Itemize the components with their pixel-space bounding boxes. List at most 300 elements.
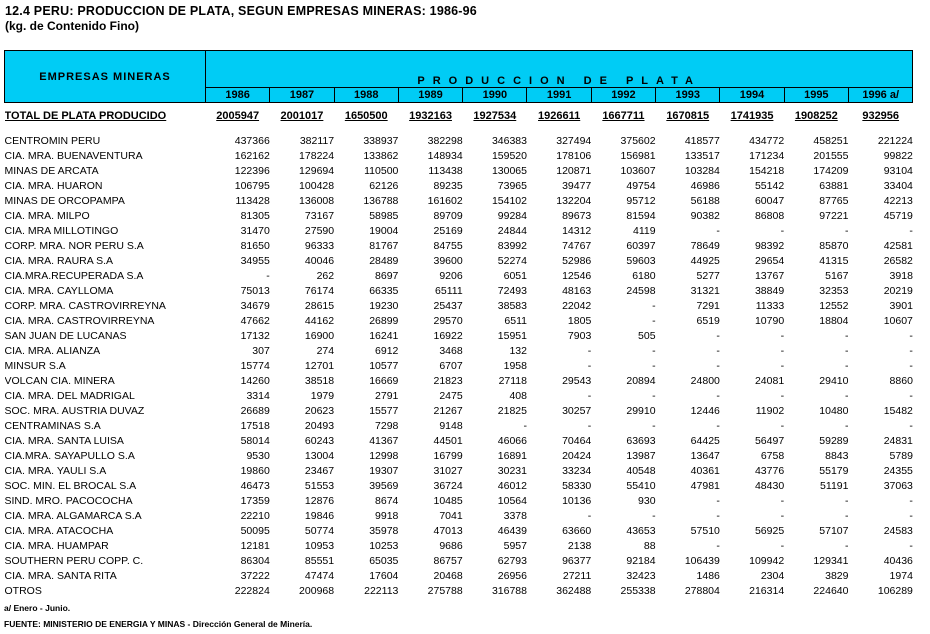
table-cell: - <box>909 494 913 507</box>
table-cell: 66335 <box>369 284 399 297</box>
table-cell: 48163 <box>562 284 592 297</box>
table-cell: 29654 <box>754 254 785 267</box>
table-cell: 10253 <box>369 539 399 552</box>
source-note: FUENTE: MINISTERIO DE ENERGIA Y MINAS - Dirección General de Minería. <box>4 619 313 629</box>
table-cell: 38583 <box>497 299 527 312</box>
table-cell: 22042 <box>562 299 592 312</box>
company-name: CIA.MRA. SAYAPULLO S.A <box>4 449 135 462</box>
table-cell: 19860 <box>240 464 270 477</box>
table-cell: 10136 <box>562 494 592 507</box>
table-cell: 29570 <box>433 314 463 327</box>
table-cell: 307 <box>252 344 270 357</box>
total-value: 2001017 <box>280 110 324 122</box>
table-cell: 106439 <box>684 554 720 567</box>
table-cell: 62126 <box>369 179 399 192</box>
table-cell: - <box>780 419 785 432</box>
table-cell: 21825 <box>497 404 527 417</box>
table-cell: 27211 <box>562 569 592 582</box>
table-cell: 33234 <box>562 464 592 477</box>
table-cell: 46012 <box>497 479 527 492</box>
table-cell: 37222 <box>240 569 270 582</box>
table-cell: 10577 <box>369 359 399 372</box>
table-cell: 9148 <box>439 419 463 432</box>
table-cell: - <box>716 419 720 432</box>
table-cell: 51553 <box>304 479 335 492</box>
company-name: CIA. MRA. BUENAVENTURA <box>4 149 143 162</box>
table-cell: 35978 <box>369 524 399 537</box>
total-value: 1670815 <box>666 110 710 122</box>
table-cell: 99822 <box>883 149 913 162</box>
table-cell: 32353 <box>819 284 849 297</box>
company-name: SOC. MIN. EL BROCAL S.A <box>4 479 137 492</box>
table-cell: 19004 <box>369 224 399 237</box>
table-cell: 103607 <box>620 164 656 177</box>
table-cell: 19846 <box>304 509 335 522</box>
year-header: 1990 <box>463 88 527 103</box>
table-cell: - <box>844 509 849 522</box>
table-cell: 96377 <box>562 554 592 567</box>
table-cell: 10953 <box>304 539 335 552</box>
table-cell: 42213 <box>883 194 913 207</box>
table-row <box>5 388 913 403</box>
table-cell: 7298 <box>375 419 399 432</box>
company-name: CIA. MRA. CASTROVIRREYNA <box>4 314 155 327</box>
table-cell: 28615 <box>304 299 335 312</box>
table-cell: 1486 <box>696 569 720 582</box>
table-cell: 1979 <box>310 389 335 402</box>
table-cell: - <box>780 329 785 342</box>
table-row <box>5 193 913 208</box>
table-row <box>5 508 913 523</box>
table-cell: 12546 <box>562 269 592 282</box>
table-cell: - <box>844 539 849 552</box>
table-row <box>5 523 913 538</box>
table-cell: 3901 <box>889 299 913 312</box>
table-row <box>5 433 913 448</box>
table-cell: - <box>909 359 913 372</box>
table-cell: 89709 <box>433 209 463 222</box>
table-cell: 103284 <box>684 164 720 177</box>
table-cell: - <box>780 539 785 552</box>
table-cell: 26956 <box>497 569 527 582</box>
table-cell: 11333 <box>755 299 785 312</box>
table-cell: 41315 <box>819 254 849 267</box>
table-cell: 136008 <box>299 194 335 207</box>
table-cell: - <box>780 359 785 372</box>
table-cell: 5957 <box>503 539 527 552</box>
table-cell: 89235 <box>433 179 463 192</box>
table-cell: - <box>780 224 785 237</box>
table-cell: - <box>652 389 656 402</box>
table-row <box>5 583 913 598</box>
table-cell: - <box>844 389 849 402</box>
table-cell: 346383 <box>491 134 527 147</box>
table-cell: 63660 <box>562 524 592 537</box>
total-value: 1908252 <box>794 110 838 122</box>
table-cell: 362488 <box>556 584 592 597</box>
table-cell: 76174 <box>304 284 335 297</box>
table-cell: 113438 <box>428 164 463 177</box>
page-subtitle: (kg. de Contenido Fino) <box>5 19 139 33</box>
table-cell: 16891 <box>497 449 527 462</box>
year-header: 1996 a/ <box>848 88 912 103</box>
table-cell: 17518 <box>240 419 270 432</box>
table-cell: 2475 <box>439 389 463 402</box>
table-cell: 60243 <box>304 434 335 447</box>
company-name: CIA. MRA. RAURA S.A <box>4 254 114 267</box>
table-cell: - <box>909 539 913 552</box>
company-name: CIA. MRA. DEL MADRIGAL <box>4 389 135 402</box>
company-name: CIA. MRA. ALIANZA <box>4 344 101 357</box>
table-cell: 31470 <box>240 224 270 237</box>
table-row <box>5 298 913 313</box>
table-cell: 3829 <box>825 569 849 582</box>
table-cell: 29410 <box>819 374 849 387</box>
table-cell: 10480 <box>819 404 849 417</box>
company-name: CIA. MRA. CAYLLOMA <box>4 284 114 297</box>
year-header: 1989 <box>398 88 462 103</box>
table-cell: 86304 <box>240 554 270 567</box>
table-cell: 136788 <box>363 194 399 207</box>
company-name: CORP. MRA. NOR PERU S.A <box>4 239 144 252</box>
table-cell: - <box>909 419 913 432</box>
year-header: 1987 <box>270 88 334 103</box>
table-cell: 437366 <box>234 134 270 147</box>
table-cell: 26899 <box>369 314 399 327</box>
table-cell: 38849 <box>754 284 785 297</box>
table-cell: 40548 <box>626 464 656 477</box>
table-cell: 31027 <box>433 464 463 477</box>
company-name: SOC. MRA. AUSTRIA DUVAZ <box>4 404 145 417</box>
table-cell: 224640 <box>813 584 849 597</box>
table-cell: 171234 <box>749 149 785 162</box>
table-cell: 55410 <box>626 479 656 492</box>
table-cell: - <box>652 359 656 372</box>
table-row <box>5 133 913 148</box>
table-row <box>5 373 913 388</box>
company-name: CIA. MRA. YAULI S.A <box>4 464 107 477</box>
table-cell: 39477 <box>562 179 592 192</box>
table-cell: 42581 <box>883 239 913 252</box>
table-cell: 6519 <box>696 314 720 327</box>
table-cell: 338937 <box>363 134 399 147</box>
table-cell: 92184 <box>626 554 656 567</box>
total-value: 2005947 <box>216 110 260 122</box>
table-cell: 20493 <box>304 419 335 432</box>
table-cell: 6758 <box>760 449 785 462</box>
table-cell: 255338 <box>620 584 656 597</box>
table-cell: - <box>780 344 785 357</box>
table-cell: 15774 <box>240 359 270 372</box>
table-row <box>5 478 913 493</box>
table-cell: 45719 <box>883 209 913 222</box>
table-cell: 98392 <box>754 239 785 252</box>
table-cell: 28489 <box>369 254 399 267</box>
table-cell: 46066 <box>497 434 527 447</box>
table-row <box>5 178 913 193</box>
table-cell: 30257 <box>562 404 592 417</box>
company-name: CIA. MRA. SANTA LUISA <box>4 434 124 447</box>
table-cell: 81305 <box>240 209 270 222</box>
table-cell: 81594 <box>626 209 656 222</box>
table-cell: 63881 <box>819 179 849 192</box>
table-cell: 20468 <box>433 569 463 582</box>
table-row <box>5 553 913 568</box>
table-cell: 16900 <box>304 329 335 342</box>
table-cell: 7291 <box>696 299 720 312</box>
table-cell: 12701 <box>304 359 335 372</box>
table-cell: - <box>716 539 720 552</box>
table-row <box>5 148 913 163</box>
table-cell: 29910 <box>626 404 656 417</box>
table-cell: 13767 <box>754 269 785 282</box>
table-cell: 162162 <box>234 149 270 162</box>
table-cell: 47474 <box>304 569 335 582</box>
table-cell: 86757 <box>433 554 463 567</box>
table-cell: 6051 <box>503 269 527 282</box>
table-cell: 129694 <box>299 164 335 177</box>
company-name: CIA. MRA. ATACOCHA <box>4 524 114 537</box>
table-cell: 18804 <box>819 314 849 327</box>
table-cell: 1958 <box>503 359 527 372</box>
table-cell: 201555 <box>813 149 849 162</box>
table-cell: 9918 <box>375 509 399 522</box>
table-cell: 25169 <box>433 224 463 237</box>
table-cell: 10607 <box>883 314 913 327</box>
table-cell: 57107 <box>819 524 849 537</box>
table-cell: - <box>587 344 592 357</box>
table-row <box>5 538 913 553</box>
table-cell: 9530 <box>246 449 270 462</box>
table-cell: 6180 <box>632 269 656 282</box>
table-cell: - <box>587 509 592 522</box>
table-cell: 29543 <box>562 374 592 387</box>
table-cell: 129341 <box>813 554 849 567</box>
table-cell: - <box>716 389 720 402</box>
table-cell: 130065 <box>491 164 527 177</box>
table-cell: 97221 <box>819 209 849 222</box>
table-cell: 382117 <box>299 134 335 147</box>
table-cell: 2791 <box>375 389 399 402</box>
table-cell: 110500 <box>364 164 399 177</box>
table-cell: 20623 <box>304 404 335 417</box>
table-cell: 34955 <box>240 254 270 267</box>
table-cell: 3378 <box>503 509 527 522</box>
table-cell: 5167 <box>825 269 849 282</box>
company-name: VOLCAN CIA. MINERA <box>4 374 115 387</box>
table-cell: 1974 <box>889 569 913 582</box>
table-cell: 418577 <box>684 134 720 147</box>
table-cell: 14312 <box>562 224 592 237</box>
table-cell: 38518 <box>304 374 335 387</box>
table-cell: 2138 <box>567 539 592 552</box>
table-cell: 56188 <box>690 194 720 207</box>
table-cell: 15951 <box>497 329 527 342</box>
table-cell: 34679 <box>240 299 270 312</box>
year-header: 1995 <box>784 88 848 103</box>
table-cell: - <box>587 389 592 402</box>
company-name: MINSUR S.A <box>4 359 66 372</box>
table-cell: 23467 <box>304 464 335 477</box>
company-name: CENTRAMINAS S.A <box>4 419 101 432</box>
company-name: CIA. MRA. MILPO <box>4 209 90 222</box>
table-cell: - <box>652 314 656 327</box>
table-row <box>5 328 913 343</box>
table-cell: 200968 <box>299 584 335 597</box>
table-cell: 222824 <box>234 584 270 597</box>
table-cell: 49754 <box>626 179 656 192</box>
table-row <box>5 208 913 223</box>
table-cell: 132204 <box>556 194 592 207</box>
table-cell: 56497 <box>754 434 785 447</box>
table-cell: 316788 <box>491 584 527 597</box>
table-cell: 27590 <box>304 224 335 237</box>
table-cell: 40361 <box>690 464 720 477</box>
table-cell: - <box>716 224 720 237</box>
table-cell: 55179 <box>819 464 849 477</box>
table-cell: 44501 <box>433 434 463 447</box>
table-cell: - <box>780 509 785 522</box>
table-cell: 50774 <box>304 524 335 537</box>
table-row <box>5 253 913 268</box>
table-cell: 1805 <box>567 314 592 327</box>
company-name: CIA. MRA. HUAMPAR <box>4 539 109 552</box>
table-cell: 12181 <box>240 539 270 552</box>
table-cell: - <box>780 494 785 507</box>
table-cell: 24081 <box>754 374 785 387</box>
table-cell: - <box>844 329 849 342</box>
table-cell: 5277 <box>696 269 720 282</box>
table-cell: 26689 <box>240 404 270 417</box>
table-cell: 81767 <box>369 239 399 252</box>
table-cell: - <box>652 299 656 312</box>
table-cell: 10790 <box>754 314 785 327</box>
table-cell: - <box>909 329 913 342</box>
table-cell: 178106 <box>556 149 592 162</box>
table-cell: 221224 <box>877 134 913 147</box>
company-name: CENTROMIN PERU <box>4 134 101 147</box>
table-cell: 19307 <box>369 464 399 477</box>
table-cell: 21267 <box>433 404 463 417</box>
company-name: SOUTHERN PERU COPP. C. <box>4 554 144 567</box>
table-cell: 106795 <box>234 179 270 192</box>
table-cell: 20894 <box>626 374 656 387</box>
table-cell: 63693 <box>626 434 656 447</box>
table-cell: 12552 <box>819 299 849 312</box>
total-value: 1926611 <box>538 110 581 122</box>
table-cell: 56925 <box>754 524 785 537</box>
companies-column-header: EMPRESAS MINERAS <box>5 51 206 103</box>
table-cell: 382298 <box>427 134 463 147</box>
table-cell: 122396 <box>234 164 270 177</box>
company-name: MINAS DE ARCATA <box>4 164 99 177</box>
total-value: 1741935 <box>730 110 774 122</box>
table-cell: - <box>716 329 720 342</box>
table-cell: 24583 <box>883 524 913 537</box>
table-cell: 216314 <box>749 584 785 597</box>
table-cell: 161602 <box>427 194 463 207</box>
table-cell: 90382 <box>690 209 720 222</box>
table-cell: 70464 <box>562 434 592 447</box>
page-title: 12.4 PERU: PRODUCCION DE PLATA, SEGUN EMPRESAS MINERAS: 1986-96 <box>5 4 477 18</box>
table-cell: 13987 <box>626 449 656 462</box>
table-cell: 46439 <box>497 524 527 537</box>
table-cell: 16669 <box>369 374 399 387</box>
table-cell: - <box>716 509 720 522</box>
table-row <box>5 448 913 463</box>
table-cell: 95712 <box>626 194 656 207</box>
silver-production-table <box>4 50 913 598</box>
table-cell: 96333 <box>304 239 335 252</box>
table-cell: 47981 <box>690 479 720 492</box>
production-column-header: PRODUCCION DE PLATA <box>206 51 913 88</box>
table-cell: 120871 <box>556 164 592 177</box>
table-cell: 27118 <box>498 374 527 387</box>
table-cell: 44162 <box>304 314 335 327</box>
table-cell: 64425 <box>690 434 720 447</box>
table-cell: 12998 <box>369 449 399 462</box>
year-header: 1991 <box>527 88 591 103</box>
table-cell: 16922 <box>433 329 463 342</box>
table-cell: 52274 <box>497 254 527 267</box>
table-cell: 73167 <box>304 209 335 222</box>
table-cell: 85551 <box>304 554 335 567</box>
table-cell: 3468 <box>439 344 463 357</box>
spacer-row <box>5 122 913 133</box>
table-cell: 133517 <box>684 149 720 162</box>
table-cell: 20424 <box>562 449 592 462</box>
table-cell: 6511 <box>504 314 527 327</box>
table-cell: 5789 <box>889 449 913 462</box>
table-cell: 24844 <box>497 224 527 237</box>
table-cell: - <box>844 419 849 432</box>
table-cell: 59603 <box>626 254 656 267</box>
year-header: 1988 <box>334 88 398 103</box>
table-cell: 20219 <box>883 284 913 297</box>
table-cell: 24355 <box>883 464 913 477</box>
table-cell: 15482 <box>883 404 913 417</box>
table-cell: 60047 <box>754 194 785 207</box>
table-cell: - <box>844 494 849 507</box>
table-cell: 44925 <box>690 254 720 267</box>
table-cell: 58985 <box>369 209 399 222</box>
table-cell: 159520 <box>491 149 527 162</box>
table-cell: 59289 <box>819 434 849 447</box>
table-cell: 6912 <box>375 344 399 357</box>
table-cell: 55142 <box>754 179 785 192</box>
table-cell: 24598 <box>626 284 656 297</box>
table-cell: 13004 <box>304 449 335 462</box>
table-cell: 8674 <box>375 494 399 507</box>
company-name: CIA. MRA. HUARON <box>4 179 103 192</box>
table-cell: - <box>844 224 849 237</box>
footnote-a: a/ Enero - Junio. <box>4 603 71 613</box>
table-row <box>5 403 913 418</box>
table-cell: 57510 <box>690 524 720 537</box>
table-cell: 48430 <box>754 479 785 492</box>
table-row <box>5 358 913 373</box>
table-cell: 39569 <box>369 479 399 492</box>
table-cell: - <box>652 419 656 432</box>
table-cell: 19230 <box>369 299 399 312</box>
table-cell: 132 <box>509 344 527 357</box>
table-cell: 222113 <box>364 584 399 597</box>
year-header: 1994 <box>720 88 784 103</box>
table-cell: 7041 <box>439 509 463 522</box>
table-cell: 41367 <box>369 434 399 447</box>
table-cell: - <box>523 419 527 432</box>
table-cell: 6707 <box>439 359 463 372</box>
